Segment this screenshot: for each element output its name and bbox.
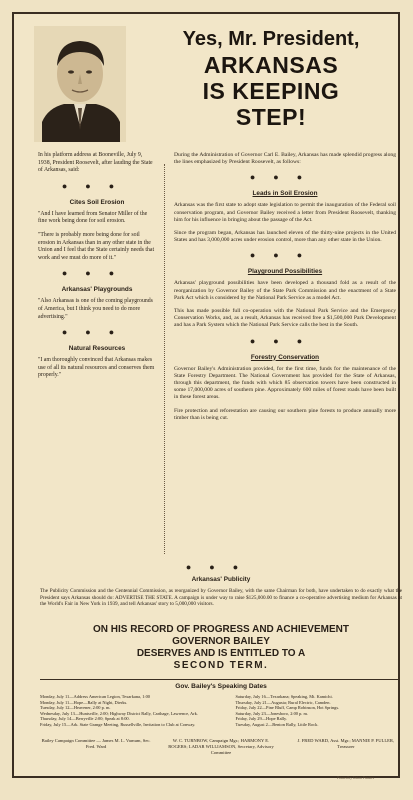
right-column: [174, 152, 396, 428]
record-line-3: DESERVES AND IS ENTITLED TO A: [136, 648, 306, 659]
committee-col-3: J. FRED WARD, Asst. Mgr.; MANNIE P. FULLER, Treasurer: [297, 738, 395, 749]
right-forestry-p1: Governor Bailey's Administration provided, for the first time, funds for the maintenance of the State Forestry Department. The National Government has provided for the State of Arkansas, through this department, the funds with which 85 observation towers have been constructed in some 17,000,000 acres of southern pine. Approximately 600 miles of forest roads have been built in these forest areas.: [174, 365, 396, 401]
date-entry: Wednesday, July 13—Huntsville, 2:00; Highway District Rally, Carthage, Lawrence, Ark.: [40, 710, 198, 716]
date-entry: Monday, July 11—Address American Legion, Texarkana, 1:00: [40, 694, 151, 699]
dates-title: Gov. Bailey's Speaking Dates: [175, 683, 267, 690]
left-playgrounds-p1: "Also Arkansas is one of the coming playgrounds of America, but I think you need to do more advertising.": [38, 298, 153, 320]
left-soil-p2: "There is probably more being done for soil erosion in Arkansas than in any other state in the Union and I feel that the State certainly needs that work and we must do more of it.": [38, 231, 155, 261]
left-soil-p1: "And I have learned from Senator Miller of the fine work being done for soil erosion.: [38, 210, 148, 225]
left-soil-title: Cites Soil Erosion: [69, 198, 125, 206]
document-frame: [12, 12, 400, 778]
date-entry: Saturday, July 16—Texarkana; Speaking, Mt. Kamichi.: [235, 694, 333, 699]
dot-separator: ●●●: [249, 335, 321, 346]
column-divider: [164, 164, 165, 554]
right-playgrounds-p2: This has made possible full co-operation with the National Park Service and the Emergency Conservation Works, and, as a result, Arkansas has received free a $1,500,000 Park Development and has a Park System which the National Park Service calls the best in the South.: [174, 308, 396, 329]
record-line-4: SECOND TERM.: [173, 660, 269, 671]
headline-line-3: IS KEEPING: [202, 78, 340, 104]
dates-left-column: [40, 694, 207, 728]
dates-grid: [40, 694, 402, 728]
publicity-section: [40, 562, 402, 614]
left-column: [38, 152, 156, 386]
date-entry: Tuesday, July 12—Heavener, 2:00 p. m.: [40, 705, 111, 711]
right-soil-p2: Since the program began, Arkansas has launched eleven of the thirty-nine projects in the United States and has 3,000,000 acres under erosion control, more than any other state in the Union.: [174, 230, 396, 244]
union-printer-mark: Printed by Union Printers: [337, 776, 374, 780]
headline-line-1: Yes, Mr. President,: [182, 28, 360, 50]
right-forestry-p2: Fire protection and reforestation are causing our southern pine forests to produce annually more timber than is being cut.: [174, 407, 396, 421]
dot-separator: ●●●: [249, 250, 321, 261]
date-entry: Saturday, July 23—Jonesboro, 2:00 p. m.: [235, 710, 309, 716]
headline: [142, 26, 400, 130]
date-entry: Friday, July 15—Ark. State Grange Meeting, Russellville, Invitation to Club at Conway.: [40, 721, 196, 727]
date-entry: Monday, July 11—Hope—Rally at Night, Dierks.: [40, 699, 128, 705]
committee-signatures: [40, 738, 402, 756]
right-soil-p1: Arkansas was the first state to adopt state legislation to permit the inauguration of the Federal soil conservation program, and Governor Bailey received a letter from President Roosevelt, thanking him for his influence in bringing about the passage of the Act.: [174, 202, 396, 223]
dot-separator: ●●●: [249, 172, 321, 183]
left-natural-title: Natural Resources: [68, 345, 126, 353]
record-line-1: ON HIS RECORD OF PROGRESS AND ACHIEVEMENT: [93, 624, 349, 635]
committee-col-2: W. C. TURNBOW, Campaign Mgr.; HARMONY E. ROGERS; LADAR WILLIAMSON, Secretary, Advisory Committee: [168, 738, 274, 755]
committee-col-1: Bailey Campaign Committee — James M. L. Varnum, Sec. Fred. Ward: [41, 738, 151, 749]
intro-left: In his platform address at Booneville, July 9, 1938, President Roosevelt, after lauding the State of Arkansas, said:: [38, 152, 153, 174]
right-playgrounds-title: Playground Possibilities: [247, 268, 323, 276]
dot-separator: ●●●: [61, 180, 133, 191]
right-playgrounds-p1: Arkansas' playground possibilities have been developed a thousand fold as a result of the reorganization by Governor Bailey of the State Park Commission and the enactment of a State Park Act which is considered by the National Park Service as a model Act.: [174, 280, 396, 301]
committee-row: [40, 738, 402, 756]
date-entry: Thursday, July 14—Berryville 2:00; Speak at 8:00.: [40, 716, 130, 722]
date-entry: Friday, July 29—Hope Rally.: [235, 716, 287, 722]
right-forestry-title: Forestry Conservation: [250, 353, 320, 361]
date-entry: Thursday, July 21—Augusta; Rural Electric, Camden.: [235, 699, 331, 705]
intro-right: During the Administration of Governor Carl E. Bailey, Arkansas has made splendid progress along the lines emphasized by President Roosevelt, as follows:: [174, 152, 396, 166]
right-soil-title: Leads in Soil Erosion: [252, 190, 318, 198]
record-block: [40, 624, 402, 672]
publicity-title: Arkansas' Publicity: [191, 576, 251, 583]
date-entry: Friday, July 22—Pine Bluff, Camp Robinson, Hot Springs.: [235, 705, 340, 711]
date-entry: Tuesday, August 2—Benton Rally, Little Rock.: [235, 721, 319, 727]
left-playgrounds-title: Arkansas' Playgrounds: [61, 286, 133, 294]
publicity-text: The Publicity Commission and the Centennial Commission, as reorganized by Governor Bailey, with the same Chairman for both, have undertaken to do exactly what the President says Arkansas should do: ADVERTISE THE STATE. A campaign is under way to raise $125,000.00 to finance a co-operative advertising medium for Arkansas at the World's Fair in New York in 1939, and tell Arkansas' story to 5,000,000 visitors.: [40, 588, 402, 608]
speaking-dates: [40, 683, 402, 728]
rule-line: [40, 679, 400, 680]
portrait-image: [34, 26, 126, 142]
dot-separator: ●●●: [61, 327, 133, 338]
left-natural-p1: "I am thoroughly convinced that Arkansas makes use of all its natural resources and conserves them properly.": [38, 357, 155, 379]
headline-line-4: STEP!: [235, 104, 307, 130]
dates-right-column: [235, 694, 402, 728]
headline-line-2: ARKANSAS: [203, 52, 339, 78]
dot-separator: ●●●: [185, 562, 257, 572]
dot-separator: ●●●: [61, 268, 133, 279]
record-line-2: GOVERNOR BAILEY: [172, 636, 270, 647]
